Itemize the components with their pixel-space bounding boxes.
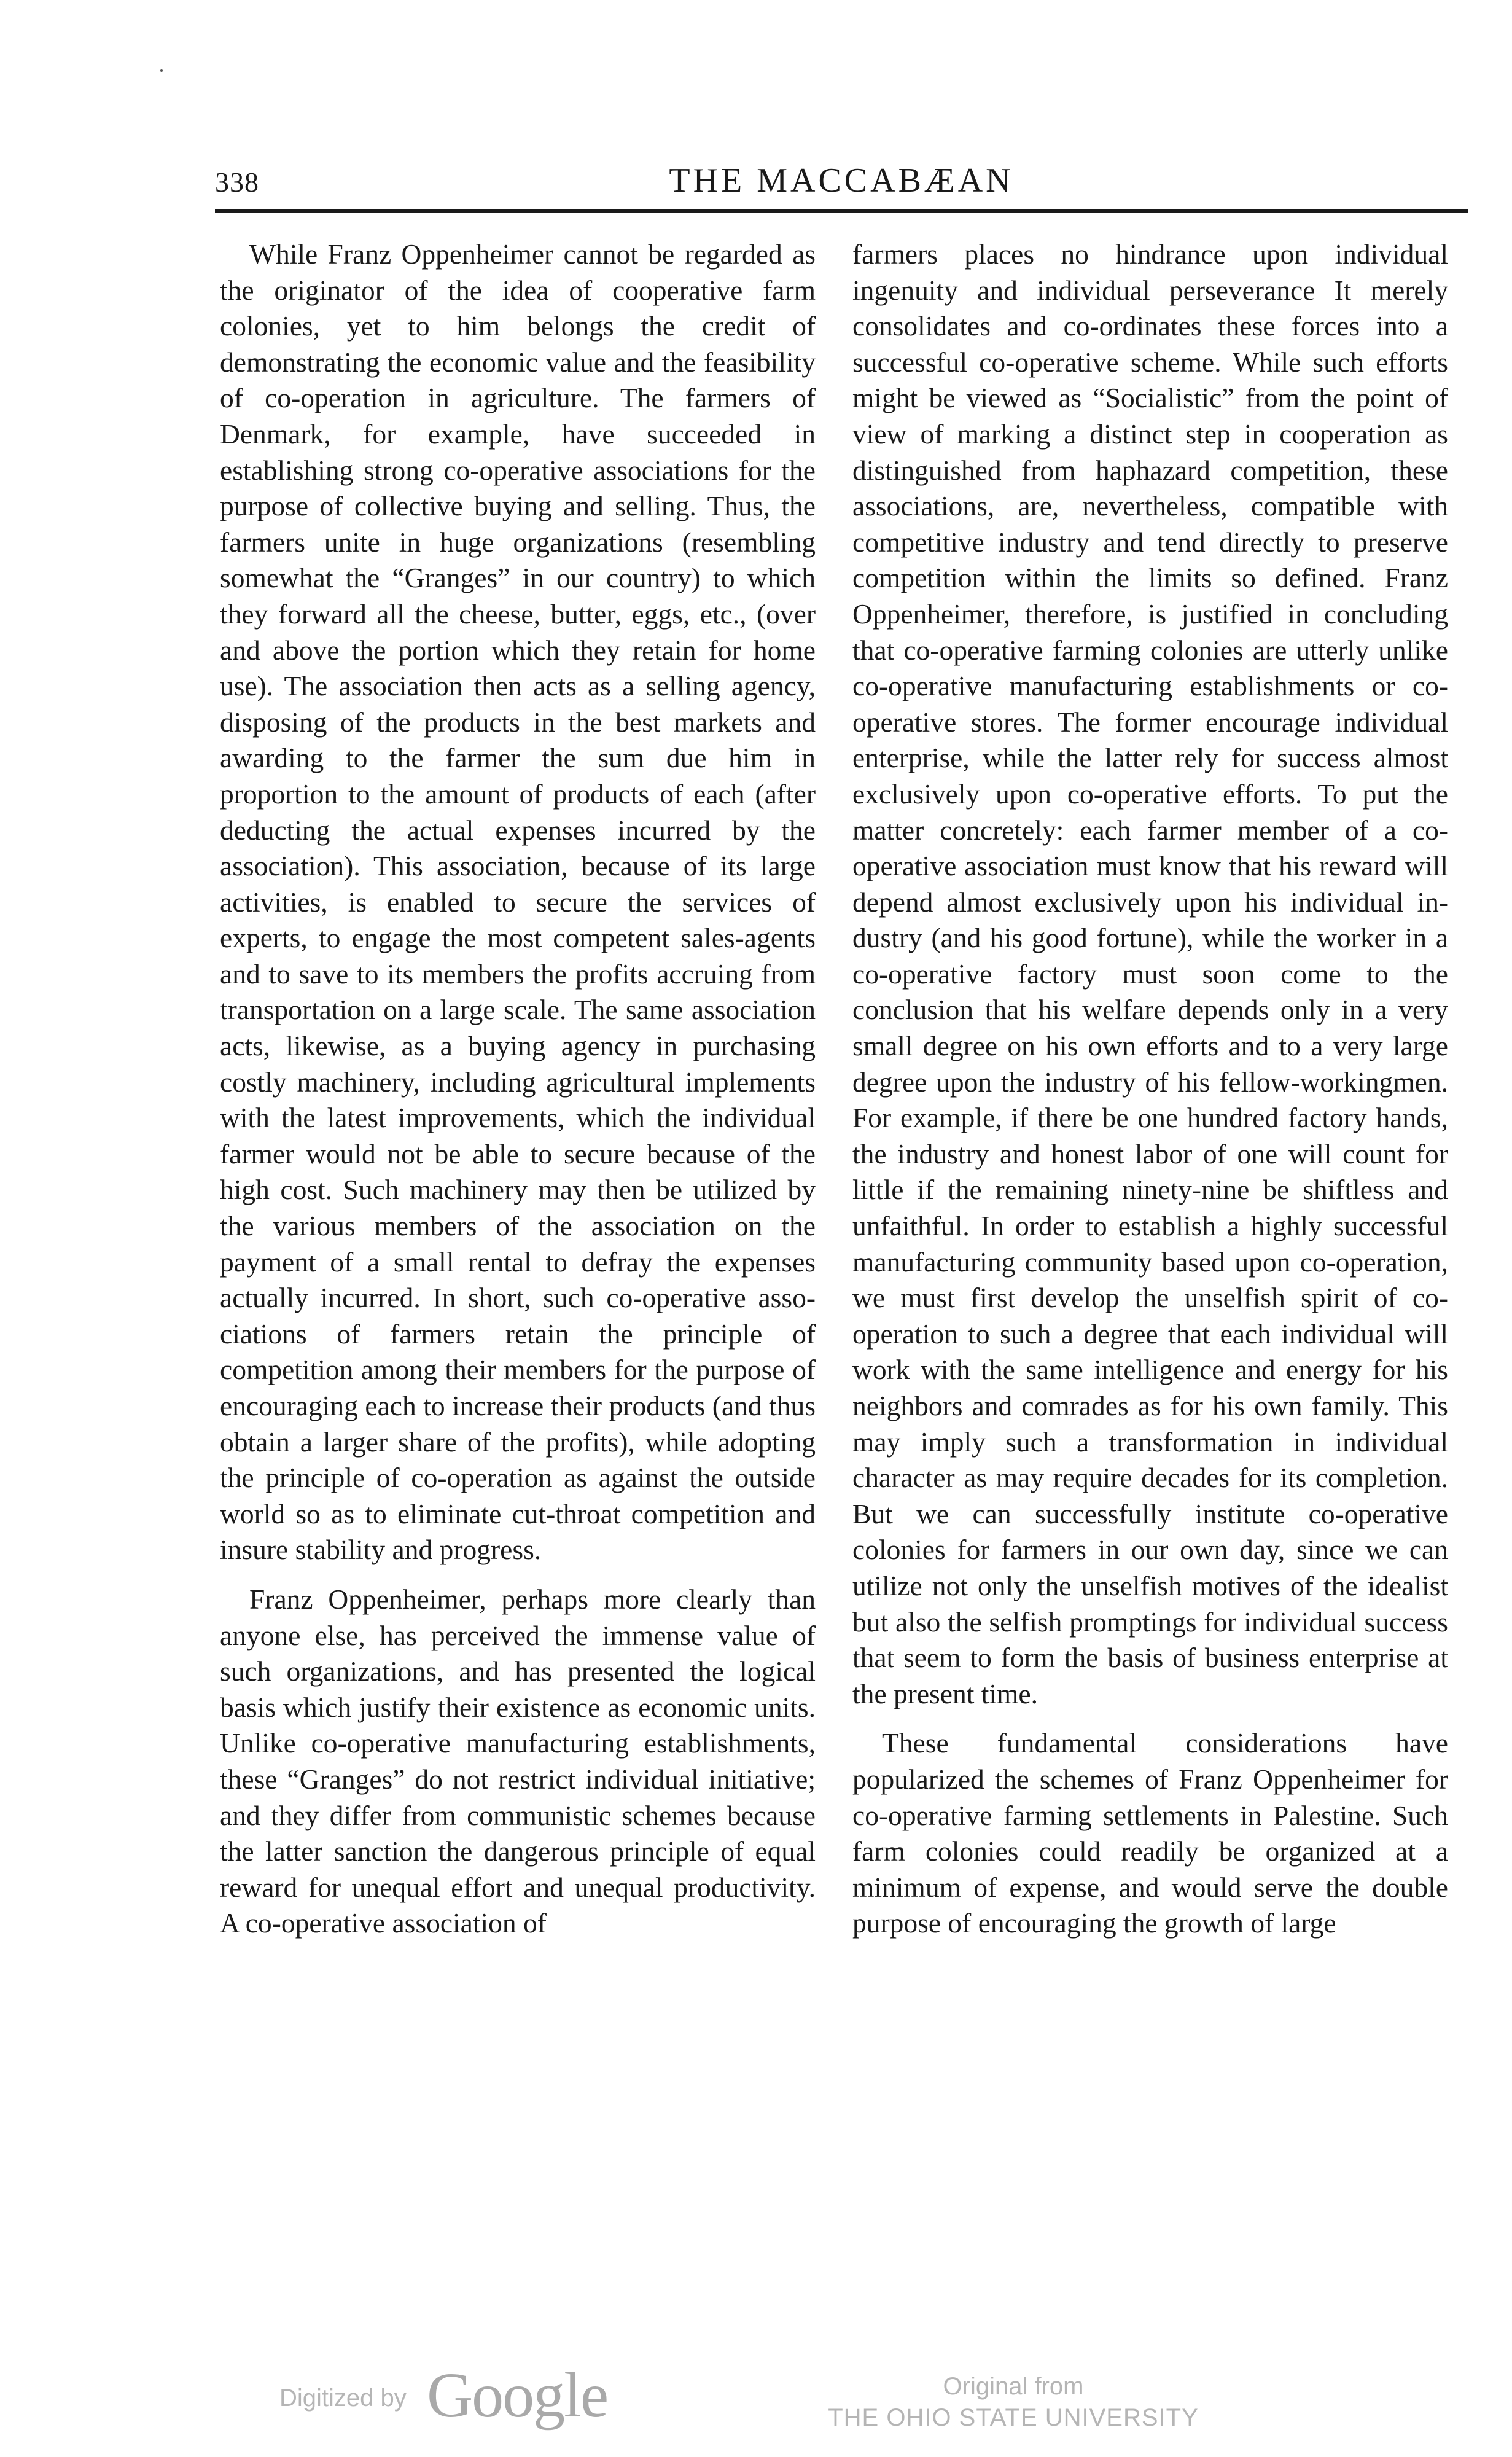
paragraph: These fundamental considerations have popularized the schemes of Franz Oppenheimer for co-operative farming settlements in Palestine. Such farm colonies could readily be organized at a minimum of expense, and would serve the double purpose of encouraging the growth of large (852, 1727, 1448, 1939)
left-column (220, 236, 816, 1942)
page-header (215, 161, 1468, 216)
paragraph: Franz Oppenheimer, perhaps more clearly than anyone else, has perceived the immense value of such organizations, and has presented the logical basis which justify their existence as economic units. Unlike co-operative manufacturing establishments, these “Granges” do not restrict individual initiative; and they differ from communistic schemes because the latter sanction the dangerous principle of equal reward for unequal effort and unequal productivity. A co-operative association of (220, 1583, 816, 1939)
paragraph: While Franz Oppenheimer cannot be regarded as the originator of the idea of cooperative farm colonies, yet to him belongs the credit of demonstrating the economic value and the feasibility of co-operation in agriculture. The farmers of Denmark, for example, have succeeded in establishing strong co-operative associations for the purpose of collective buying and selling. Thus, the farmers unite in huge organizations (resembling somewhat the “Granges” in our country) to which they forward all the cheese, butter, eggs, etc., (over and above the portion which they retain for home use). The association then acts as a selling agency, disposing of the products in the best markets and awarding to the farmer the sum due him in proportion to the amount of products of each (after deducting the actual expenses incurred by the association). This association, because of its large activities, is enabled to secure the services of experts, to engage the most competent sales-agents and to save to its members the profits accruing from transportation on a large scale. The same association acts, likewise, as a buying agency in purchasing costly machinery, including agricultural implements with the latest improvements, which the individual farmer would not be able to secure because of the high cost. Such machinery may then be utilized by the various members of the association on the payment of a small rental to defray the expenses actually incurred. In short, such co-operative associations of farmers retain the principle of competition among their members for the purpose of encouraging each to increase their products (and thus obtain a larger share of the profits), while adopting the principle of co-operation as against the outside world so as to eliminate cut-throat competition and insure stability and progress. (220, 238, 816, 1566)
page-number: 338 (215, 166, 259, 198)
google-logo: Google (427, 2360, 608, 2431)
header-rule (215, 209, 1468, 213)
right-column (852, 236, 1448, 1942)
institution-name: THE OHIO STATE UNIVERSITY (828, 2404, 1199, 2431)
digitization-footer (0, 2359, 1512, 2445)
running-title: THE MACCABÆAN (669, 162, 1014, 200)
digitized-by-label: Digitized by (279, 2385, 407, 2412)
paragraph: farmers places no hindrance upon individual ingenuity and individual perseverance It merely consolidates and co-ordinates these forces into a successful co-operative scheme. While such efforts might be viewed as “Socialistic” from the point of view of marking a distinct step in cooperation as distinguished from haphazard competition, these associations, are, nevertheless, compatible with competitive industry and tend directly to preserve competition within the limits so defined. Franz Oppenheimer, therefore, is justified in concluding that co-operative farming colonies are utterly unlike co-operative manufacturing establishments or co-operative stores. The former encourage individual enterprise, while the latter rely for success almost exclusively upon co-operative efforts. To put the matter concretely: each farmer member of a co-operative association must know that his reward will depend almost exclusively upon his individual industry (and his good fortune), while the worker in a co-operative factory must soon come to the conclusion that his welfare depends only in a very small degree on his own efforts and to a very large degree upon the industry of his fellow-workingmen. For example, if there be one hundred factory hands, the industry and honest labor of one will count for little if the remaining ninety-nine be shiftless and unfaithful. In order to establish a highly successful manufacturing community based upon co-operation, we must first develop the unselfish spirit of co-operation to such a degree that each individual will work with the same intelligence and energy for his neighbors and comrades as for his own family. This may imply such a transformation in individual character as may require decades for its completion. But we can successfully institute co-operative colonies for farmers in our own day, since we can utilize not only the unselfish motives of the idealist but also the selfish promptings for individual success that seem to form the basis of business enterprise at the present time. (852, 238, 1448, 1709)
original-from-label: Original from (943, 2373, 1084, 2400)
source-attribution (798, 2371, 1228, 2434)
scan-speck (160, 69, 163, 72)
